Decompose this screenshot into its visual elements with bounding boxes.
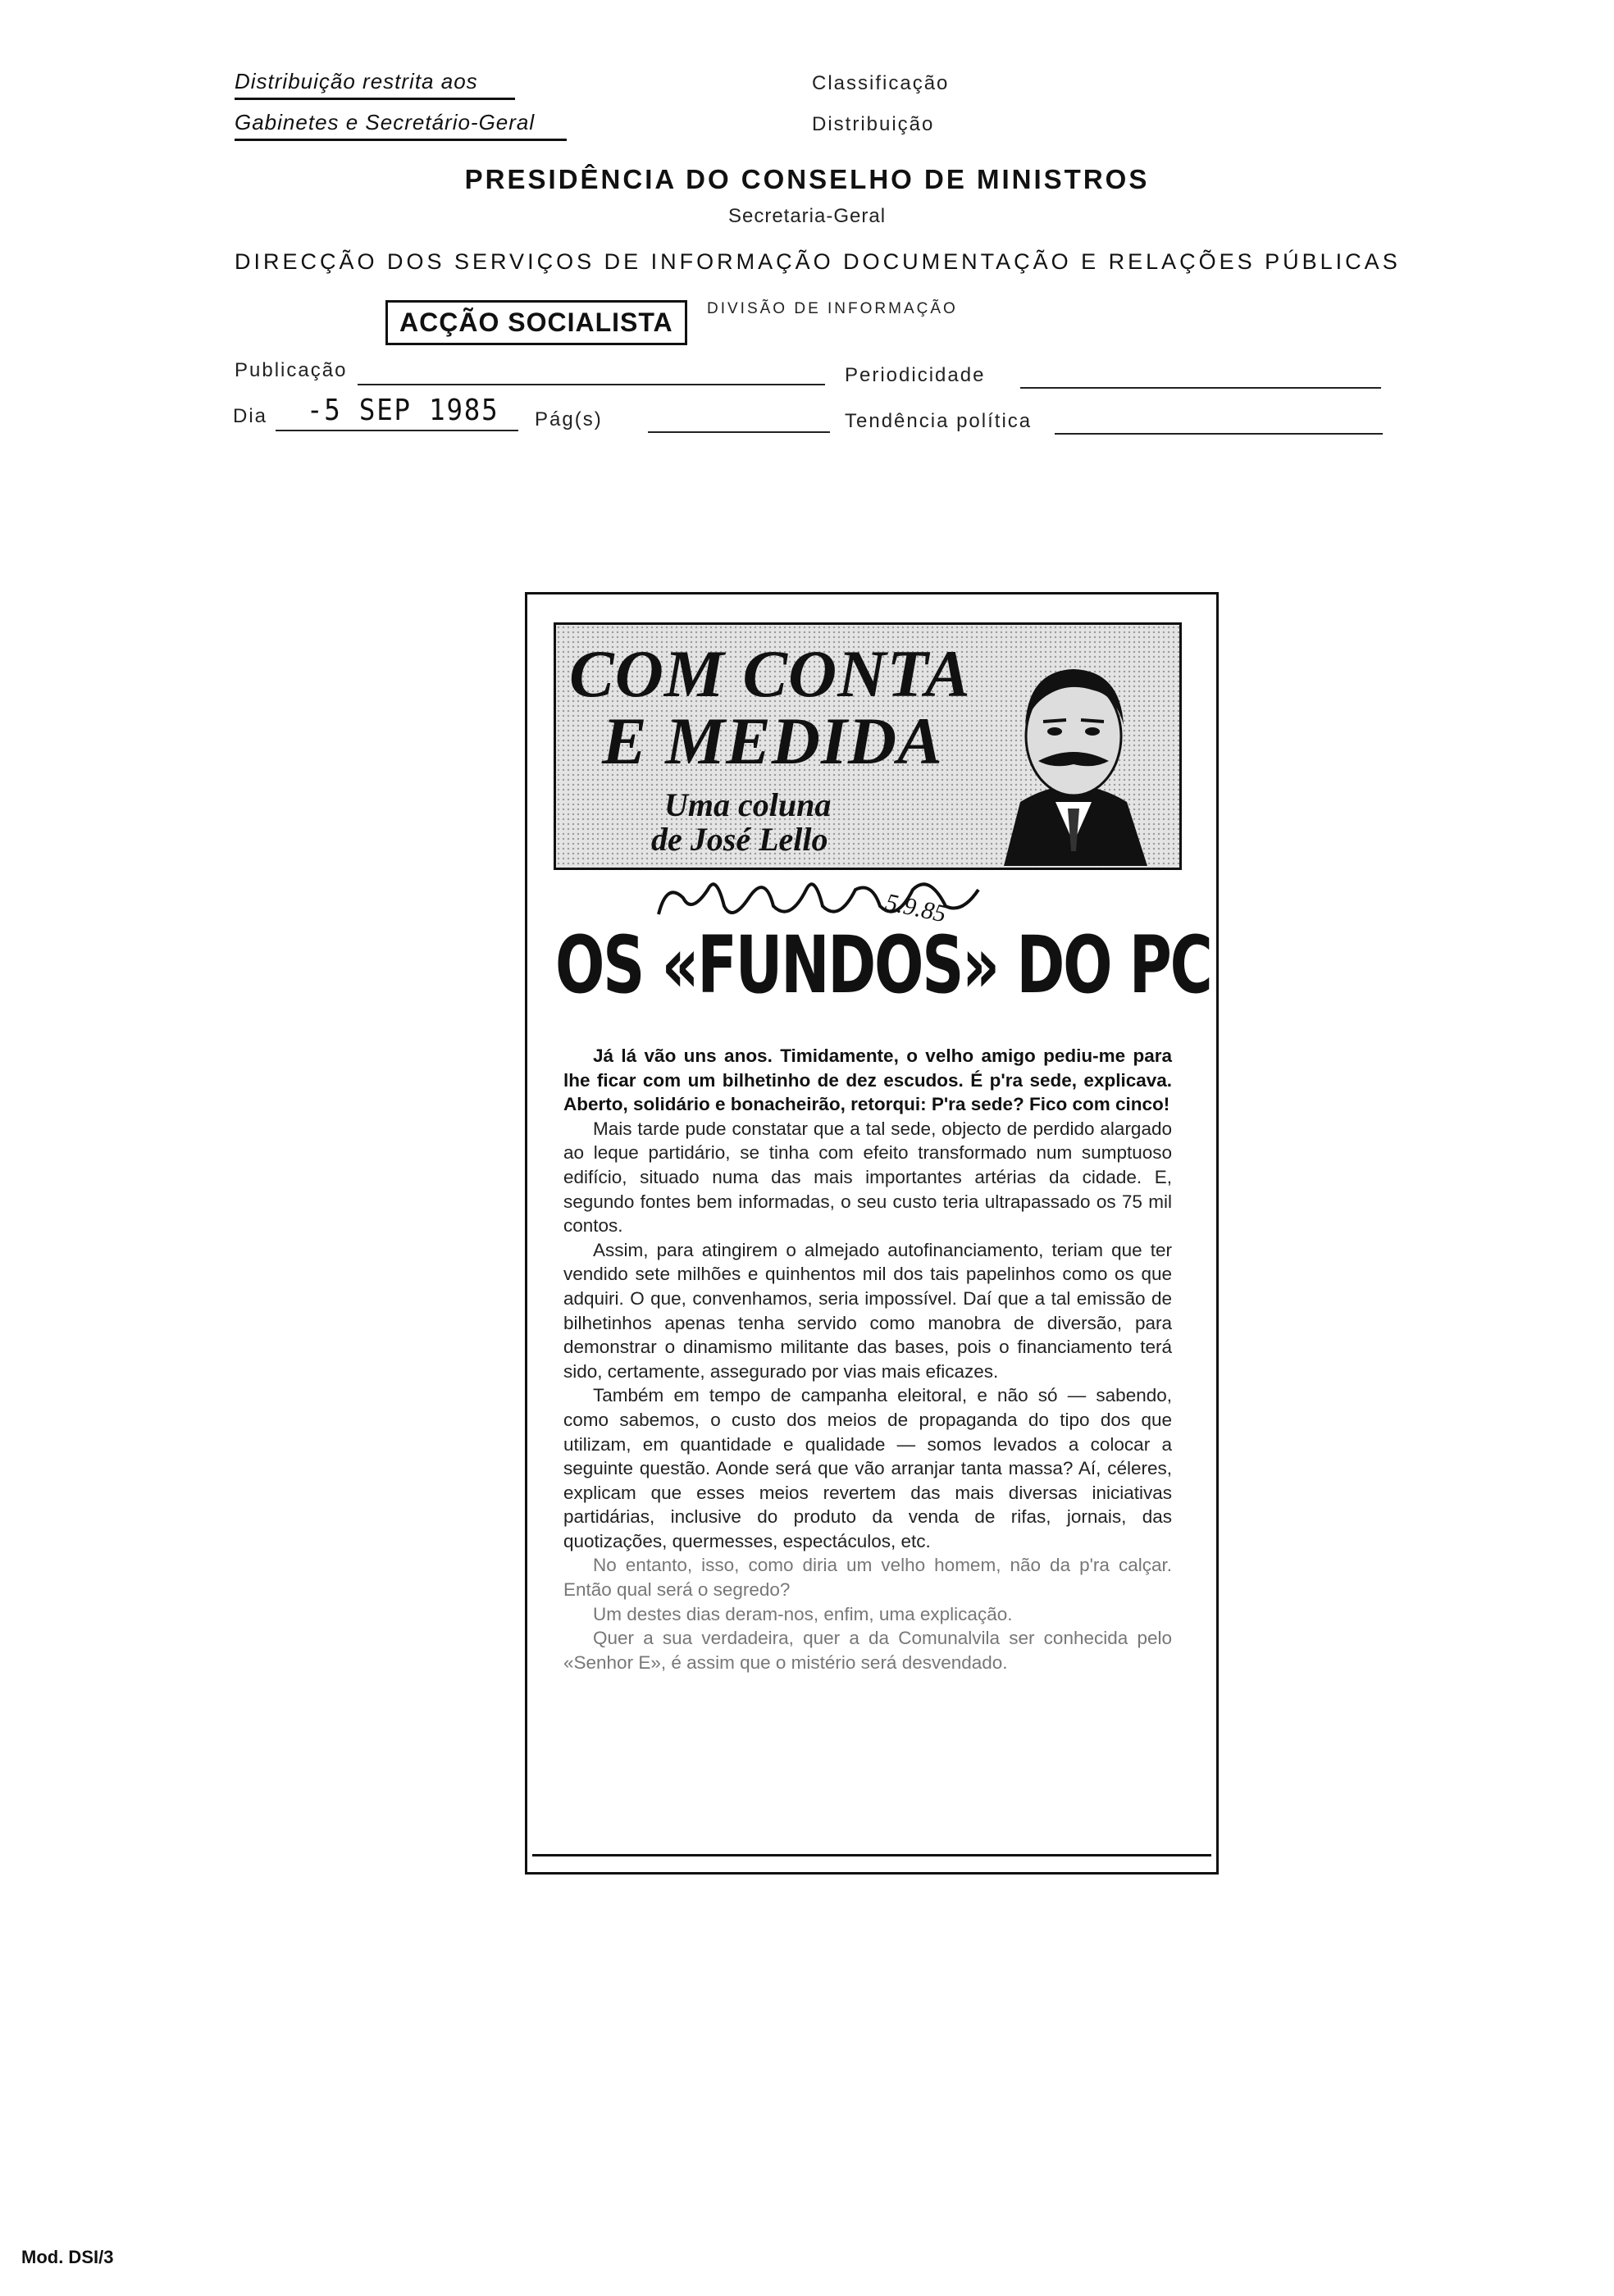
newspaper-clipping	[525, 592, 1219, 1875]
page-title: PRESIDÊNCIA DO CONSELHO DE MINISTROS	[464, 164, 1150, 194]
form-code: Mod. DSI/3	[21, 2247, 114, 2267]
column-subtitle-line-2: de José Lello	[651, 821, 828, 858]
distribution-label: Distribuição	[812, 113, 935, 135]
article-paragraph: Mais tarde pude constatar que a tal sede, objecto de perdido alargado ao leque partidário, se tinha com efeito transformado num sumptuoso edifício, situado numa das mais importantes artérias da cidade. E, segundo fontes bem informadas, o seu custo teria ultrapassado os 75 mil contos.	[563, 1118, 1172, 1237]
article-headline: OS «FUNDOS» DO PC	[555, 919, 1211, 1011]
column-title-line-1: COM CONTA	[569, 636, 971, 711]
article-paragraph: No entanto, isso, como diria um velho homem, não da p'ra calçar. Então qual será o segredo?	[563, 1555, 1172, 1601]
article-paragraph: Assim, para atingirem o almejado autofinanciamento, teriam que ter vendido sete milhões e quinhentos mil dos tais papelinhos como os que adquiri. O que, convenhamos, seria impossível. Daí que a tal emissão de bilhetinhos apenas tenha servido como manobra de diversão, para demonstrar o dinamismo militante das bases, pois o financiamento terá sido, certamente, assegurado por vias mais eficazes.	[563, 1239, 1172, 1382]
column-subtitle-line-1: Uma coluna	[664, 786, 832, 823]
periodicidade-field-line	[1020, 387, 1381, 389]
dia-label: Dia	[233, 405, 268, 427]
column-title-line-2: E MEDIDA	[602, 704, 943, 778]
article-body	[563, 1044, 1172, 1674]
distribution-line-2: Gabinetes e Secretário-Geral	[235, 110, 567, 141]
handwritten-date: 5.9.85	[882, 888, 949, 928]
publication-stamp: ACÇÃO SOCIALISTA	[385, 300, 687, 345]
publicacao-field-line	[358, 384, 825, 385]
secretariat-label: Secretaria-Geral	[727, 205, 887, 227]
distribution-line-1: Distribuição restrita aos	[235, 69, 515, 100]
tendencia-field-line	[1055, 433, 1383, 435]
periodicidade-label: Periodicidade	[845, 364, 986, 386]
division-label: DIVISÃO DE INFORMAÇÃO	[707, 300, 958, 317]
dia-field-line	[276, 430, 518, 431]
author-portrait	[971, 646, 1176, 866]
directorate-label: DIRECÇÃO DOS SERVIÇOS DE INFORMAÇÃO DOCUMENTAÇÃO E RELAÇÕES PÚBLICAS	[235, 249, 1401, 274]
classification-label: Classificação	[812, 72, 950, 94]
pags-field-line	[648, 431, 830, 433]
date-stamp: -5 SEP 1985	[307, 394, 499, 427]
column-banner	[554, 622, 1182, 870]
article-paragraph: Também em tempo de campanha eleitoral, e não só — sabendo, como sabemos, o custo dos meios de propaganda do tipo dos que utilizam, em quantidade e qualidade — somos levados a colocar a seguinte questão. Aonde será que vão arranjar tanta massa? Aí, céleres, explicam que esses meios revertem das mais diversas iniciativas partidárias, inclusive do produto da venda de rifas, jornais, das quotizações, quermesses, espectáculos, etc.	[563, 1385, 1172, 1551]
article-paragraph: Quer a sua verdadeira, quer a da Comunalvila ser conhecida pelo «Senhor E», é assim que o mistério será desvendado.	[563, 1628, 1172, 1673]
article-paragraph: Já lá vão uns anos. Timidamente, o velho amigo pediu-me para lhe ficar com um bilhetinho de dez escudos. É p'ra sede, explicava. Aberto, solidário e bonacheirão, retorqui: P'ra sede? Fico com cinco!	[563, 1046, 1172, 1115]
article-paragraph: Um destes dias deram-nos, enfim, uma explicação.	[593, 1603, 1013, 1624]
pags-label: Pág(s)	[535, 408, 603, 430]
tendencia-label: Tendência política	[845, 410, 1033, 432]
clipping-bottom-rule	[532, 1854, 1211, 1856]
publicacao-label: Publicação	[235, 359, 348, 381]
